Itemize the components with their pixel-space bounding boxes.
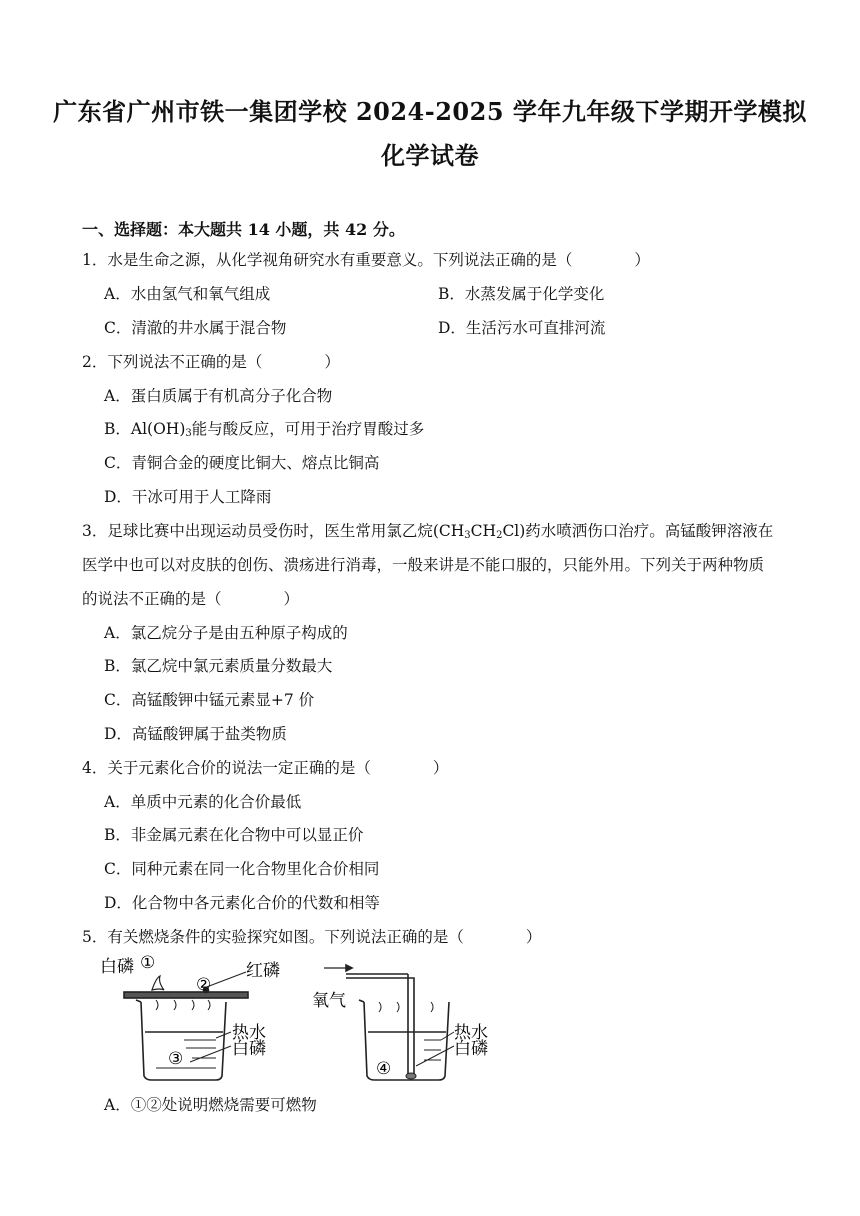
q5-option-a: A．①②处说明燃烧需要可燃物: [104, 1096, 317, 1114]
exam-title-line2: 化学试卷: [381, 141, 479, 170]
q1-option-a: A．水由氢气和氧气组成: [104, 285, 271, 303]
label-white-phosphorus-top: 白磷: [100, 957, 134, 977]
q3-option-c: C．高锰酸钾中锰元素显+7 价: [104, 691, 315, 709]
q3-sub-b: 2: [496, 530, 503, 541]
label-hot-water-right: 热水: [454, 1023, 488, 1043]
q3-option-d: D．高锰酸钾属于盐类物质: [104, 725, 287, 743]
marker-2: ②: [196, 975, 212, 995]
q3-text-a: 3．足球比赛中出现运动员受伤时，医生常用氯乙烷(CH: [82, 522, 465, 540]
q1-option-d: D．生活污水可直排河流: [438, 319, 606, 337]
q2-option-b-formula: B．Al(OH): [104, 420, 186, 438]
label-white-phosphorus-left: 白磷: [232, 1039, 266, 1059]
q4-option-c: C．同种元素在同一化合物里化合价相同: [104, 860, 380, 878]
beaker-left: [124, 972, 248, 1080]
q1-option-b: B．水蒸发属于化学变化: [438, 285, 605, 303]
q3-option-b: B．氯乙烷中氯元素质量分数最大: [104, 657, 333, 675]
label-hot-water-left: 热水: [232, 1023, 266, 1043]
q4-option-a: A．单质中元素的化合价最低: [104, 793, 302, 811]
q2-option-b-text: 能与酸反应，可用于治疗胃酸过多: [191, 420, 425, 438]
marker-3: ③: [168, 1049, 184, 1069]
combustion-experiment-figure: [96, 950, 516, 1090]
q2-option-a: A．蛋白质属于有机高分子化合物: [104, 387, 333, 405]
q2-option-c: C．青铜合金的硬度比铜大、熔点比铜高: [104, 454, 380, 472]
q2-option-d: D．干冰可用于人工降雨: [104, 488, 272, 506]
q4-option-b: B．非金属元素在化合物中可以显正价: [104, 826, 364, 844]
question-4-stem: 4．关于元素化合价的说法一定正确的是（ ）: [82, 759, 449, 777]
exam-title-line1: 广东省广州市铁一集团学校 2024-2025 学年九年级下学期开学模拟: [53, 97, 807, 126]
label-oxygen: 氧气: [312, 991, 346, 1011]
question-5-stem: 5．有关燃烧条件的实验探究如图。下列说法正确的是（ ）: [82, 928, 542, 946]
q3-option-a: A．氯乙烷分子是由五种原子构成的: [104, 624, 348, 642]
question-3-stem-line3: 的说法不正确的是（ ）: [82, 590, 300, 608]
q3-text-b: CH: [470, 522, 497, 540]
q3-sub-a: 3: [464, 530, 471, 541]
label-white-phosphorus-right: 白磷: [454, 1039, 488, 1059]
marker-1: ①: [140, 953, 156, 973]
question-1-stem: 1．水是生命之源，从化学视角研究水有重要意义。下列说法正确的是（ ）: [82, 251, 650, 269]
q3-text-c: Cl)药水喷洒伤口治疗。高锰酸钾溶液在: [502, 522, 774, 540]
section-heading: 一、选择题：本大题共 14 小题，共 42 分。: [82, 220, 405, 239]
q4-option-d: D．化合物中各元素化合价的代数和相等: [104, 894, 380, 912]
q1-option-c: C．清澈的井水属于混合物: [104, 319, 287, 337]
q2-option-b-subscript: 3: [185, 428, 192, 439]
marker-4: ④: [376, 1059, 392, 1079]
question-2-stem: 2．下列说法不正确的是（ ）: [82, 353, 340, 371]
q2-option-b: [104, 417, 424, 439]
label-red-phosphorus: 红磷: [246, 961, 280, 981]
question-3-stem-line2: 医学中也可以对皮肤的创伤、溃疡进行消毒，一般来讲是不能口服的，只能外用。下列关于两种物质: [82, 556, 765, 574]
question-3-stem-line1: [82, 519, 773, 541]
